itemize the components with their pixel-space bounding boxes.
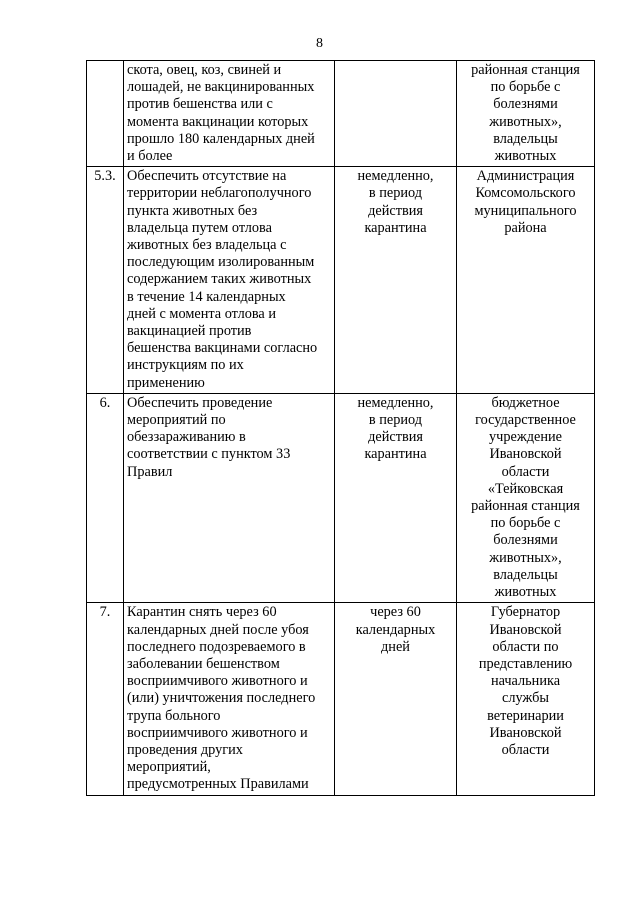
deadline-text-line: действия — [368, 202, 423, 219]
measure-text-line: животных без владельца с — [127, 237, 287, 254]
measure-text-line: территории неблагополучного — [127, 185, 312, 202]
measure-text-line: лошадей, не вакцинированных — [127, 79, 315, 96]
measure-text — [124, 61, 335, 167]
measure-text-line: последнего подозреваемого в — [127, 638, 306, 655]
responsible-text — [457, 603, 595, 795]
measure-text-line: Карантин снять через 60 — [127, 604, 277, 621]
deadline-text — [335, 61, 457, 167]
measures-table — [86, 60, 595, 796]
row-number: 5.3. — [87, 167, 124, 394]
measure-text-line: прошло 180 календарных дней — [127, 130, 315, 147]
responsible-text-line: районная станция — [471, 62, 580, 78]
deadline-text-line: в период — [368, 185, 423, 202]
responsible-text-line: бюджетное — [491, 394, 560, 411]
row-number: 6. — [87, 393, 124, 602]
deadline-text-line: карантина — [364, 219, 427, 236]
deadline-text-line: дней — [381, 638, 410, 655]
measure-text-line: (или) уничтожения последнего — [127, 690, 316, 707]
responsible-text-line: Комсомольского — [475, 185, 576, 202]
responsible-text — [457, 167, 595, 394]
measure-text-line: бешенства вакцинами согласно — [127, 340, 318, 357]
responsible-text-line: учреждение — [489, 429, 562, 446]
measure-text-line: обеззараживанию в — [127, 429, 246, 446]
responsible-text-line: болезнями — [493, 532, 558, 549]
responsible-text-line: Губернатор — [490, 604, 561, 621]
responsible-text-line: по борьбе с — [490, 515, 561, 532]
measure-text-line: против бешенства или с — [127, 96, 273, 113]
measure-text — [124, 603, 335, 795]
measure-text-line: заболевании бешенством — [127, 655, 280, 672]
responsible-text-line: муниципального — [474, 202, 577, 219]
deadline-text-line: карантина — [364, 446, 427, 463]
measure-text-line: восприимчивого животного и — [127, 724, 308, 741]
responsible-text-line: владельцы — [493, 130, 558, 147]
responsible-text-line: государственное — [475, 412, 576, 429]
measure-text-line: владельца путем отлова — [127, 219, 272, 236]
responsible-text-line: владельцы — [493, 566, 558, 583]
deadline-text-line: через 60 — [370, 604, 421, 621]
table-row — [87, 393, 595, 602]
responsible-text-line: животных — [494, 584, 557, 601]
table-row — [87, 167, 595, 394]
deadline-text-line: действия — [368, 429, 423, 446]
measure-text-line: в течение 14 календарных — [127, 288, 286, 305]
measure-text-line: последующим изолированным — [127, 254, 315, 271]
responsible-text-line: области по — [492, 638, 559, 655]
measure-text-line: проведения других — [127, 741, 243, 758]
responsible-text-line: ветеринарии — [487, 707, 564, 724]
measure-text-line: применению — [127, 374, 205, 391]
measure-text-line: инструкциям по их — [127, 357, 244, 374]
measure-text-line: вакцинацией против — [127, 323, 252, 340]
responsible-text-line: «Тейковская — [487, 480, 564, 497]
responsible-text-line: Ивановской — [489, 621, 562, 638]
measure-text-line: мероприятий, — [127, 759, 211, 776]
measure-text-line: Правил — [127, 463, 173, 480]
measure-text-line: трупа больного — [127, 707, 221, 724]
measure-text — [124, 393, 335, 602]
responsible-text-line: животных», — [489, 113, 562, 130]
measure-text-line: Обеспечить отсутствие на — [127, 168, 287, 185]
responsible-text-line: Ивановской — [489, 724, 562, 741]
measure-text-line: пункта животных без — [127, 202, 258, 219]
measure-text-line: дней с момента отлова и — [127, 305, 276, 322]
deadline-text — [335, 393, 457, 602]
responsible-text-line: области — [501, 463, 550, 480]
deadline-text — [335, 167, 457, 394]
responsible-text-line: болезнями — [493, 96, 558, 113]
responsible-text-line: района — [504, 219, 547, 236]
measure-text-line: календарных дней после убоя — [127, 621, 309, 638]
responsible-text-line: животных — [494, 148, 557, 165]
responsible-text-line: Администрация — [476, 168, 575, 185]
table-row — [87, 61, 595, 167]
measure-text-line: восприимчивого животного и — [127, 673, 308, 690]
responsible-text — [457, 61, 595, 167]
deadline-text-line: в период — [368, 412, 423, 429]
page-number: 8 — [316, 36, 323, 51]
deadline-text-line: немедленно, — [357, 168, 434, 185]
measure-text-line: содержанием таких животных — [127, 271, 312, 288]
measure-text-line: мероприятий по — [127, 412, 226, 429]
row-number — [87, 61, 124, 167]
measure-text-line: предусмотренных Правилами — [127, 776, 309, 793]
measures-table-body — [87, 61, 595, 796]
deadline-text — [335, 603, 457, 795]
responsible-text-line: начальника — [490, 673, 561, 690]
responsible-text-line: животных», — [489, 549, 562, 566]
deadline-text-line: календарных — [355, 621, 436, 638]
measure-text — [124, 167, 335, 394]
responsible-text-line: представлению — [478, 655, 573, 672]
responsible-text-line: районная станция — [471, 498, 580, 515]
deadline-text-line: немедленно, — [357, 394, 434, 411]
measure-text-line: и более — [127, 148, 173, 165]
responsible-text-line: области — [501, 741, 550, 758]
measure-text-line: соответствии с пунктом 33 — [127, 446, 291, 463]
table-row — [87, 603, 595, 795]
row-number: 7. — [87, 603, 124, 795]
measure-text-line: скота, овец, коз, свиней и — [127, 62, 282, 78]
responsible-text-line: службы — [501, 690, 549, 707]
responsible-text-line: по борьбе с — [490, 79, 561, 96]
responsible-text — [457, 393, 595, 602]
measure-text-line: момента вакцинации которых — [127, 113, 309, 130]
responsible-text-line: Ивановской — [489, 446, 562, 463]
measure-text-line: Обеспечить проведение — [127, 394, 273, 411]
